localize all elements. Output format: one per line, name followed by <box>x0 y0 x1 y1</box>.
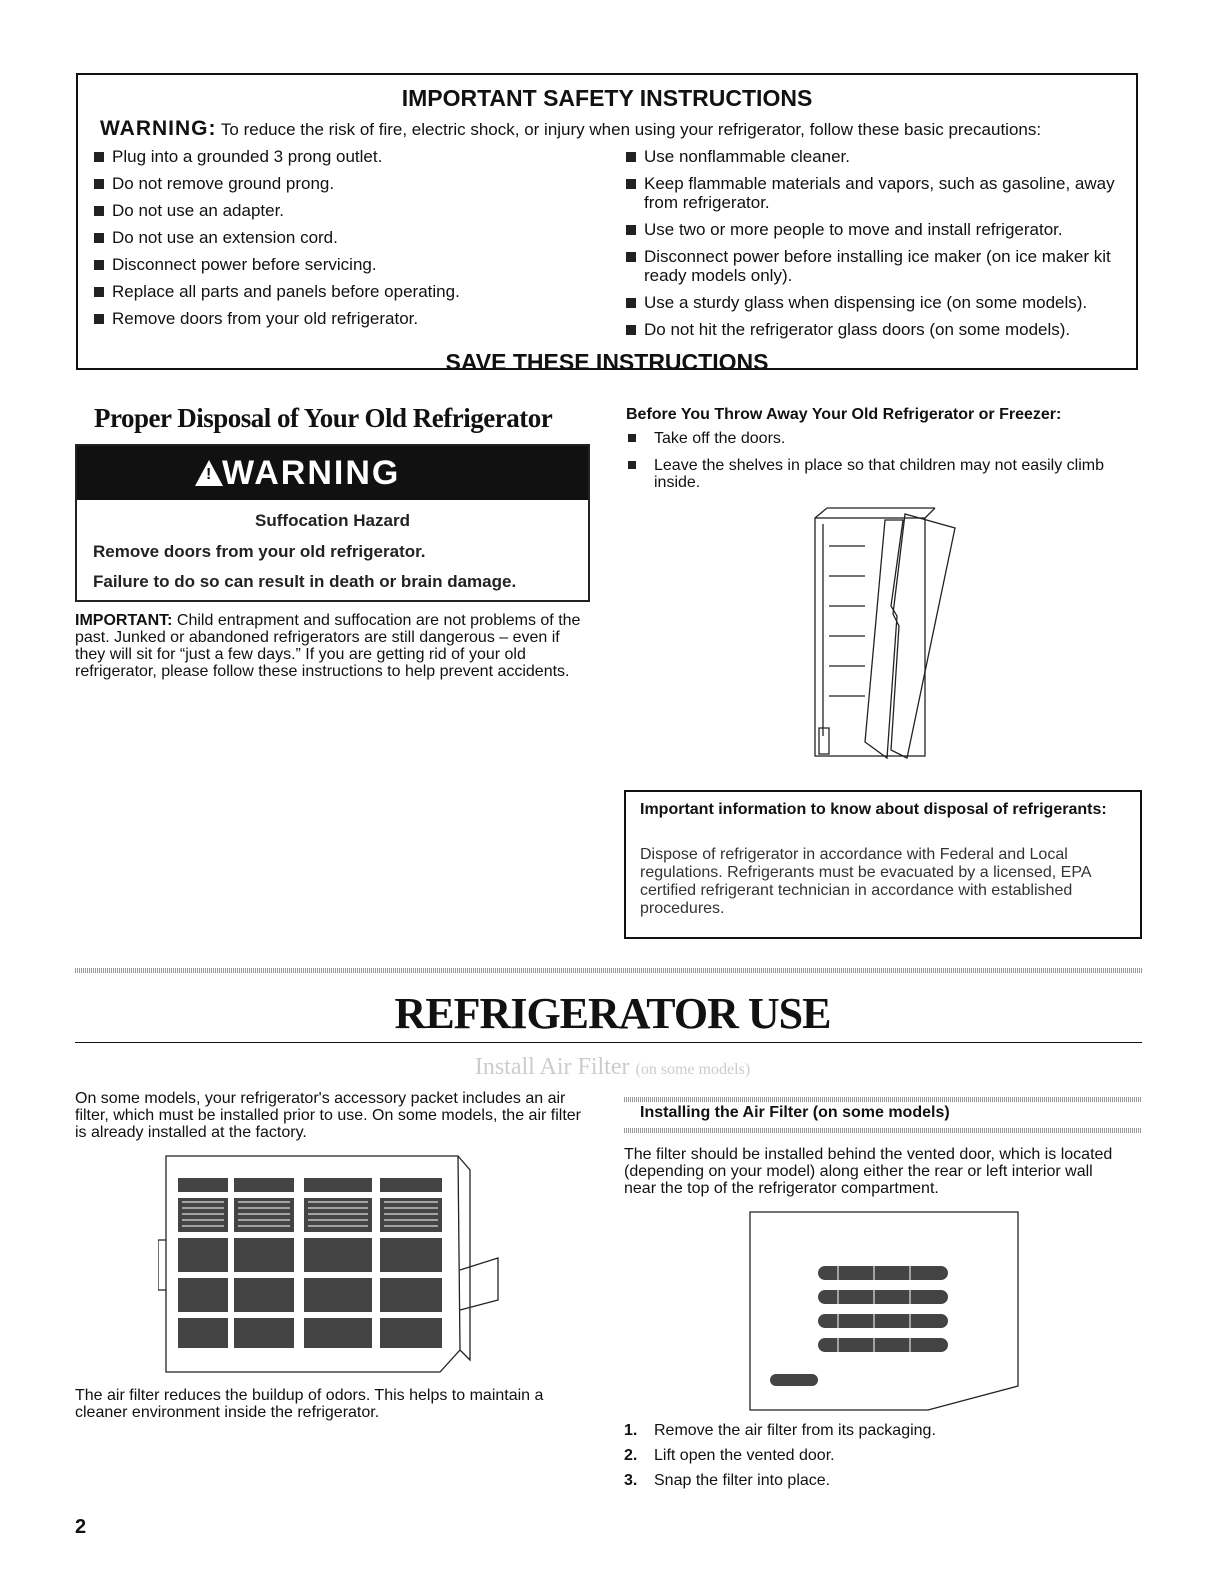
list-item: Plug into a grounded 3 prong outlet. <box>92 147 592 166</box>
install-air-filter-heading <box>0 1054 1225 1081</box>
before-list <box>626 430 1126 501</box>
important-paragraph <box>75 612 585 680</box>
safety-list-right <box>624 147 1134 347</box>
air-filter-caption: The air filter reduces the buildup of odors. This helps to maintain a cleaner environment inside the refrigerator. <box>75 1387 544 1421</box>
list-item: Replace all parts and panels before operating. <box>92 282 592 301</box>
warning-banner-text: WARNING <box>222 454 401 492</box>
disposal-heading: Proper Disposal of Your Old Refrigerator <box>94 403 553 433</box>
warning-label: WARNING: <box>100 117 217 140</box>
list-item: Disconnect power before servicing. <box>92 255 592 274</box>
hazard-title: Suffocation Hazard <box>255 511 410 530</box>
warning-banner <box>77 446 588 500</box>
safety-warning <box>100 117 1130 141</box>
list-item: Use two or more people to move and install refrigerator. <box>624 220 1134 239</box>
refrigerant-info-box <box>624 790 1142 939</box>
installing-heading: Installing the Air Filter (on some models) <box>640 1104 950 1121</box>
warning-triangle-icon <box>195 460 223 486</box>
safety-instructions-box <box>76 73 1138 375</box>
vented-door-illustration <box>748 1210 1020 1412</box>
list-item: Do not use an adapter. <box>92 201 592 220</box>
section-title: REFRIGERATOR USE <box>394 989 831 1038</box>
list-item: Do not use an extension cord. <box>92 228 592 247</box>
warning-box <box>75 444 590 602</box>
page-number: 2 <box>75 1516 87 1538</box>
warning-text: To reduce the risk of fire, electric shock, or injury when using your refrigerator, follow these basic precautions: <box>220 120 1042 139</box>
info-title: Important information to know about disposal of refrigerants: <box>640 801 1107 818</box>
safety-title: IMPORTANT SAFETY INSTRUCTIONS <box>401 85 813 111</box>
air-filter-intro: On some models, your refrigerator's accessory packet includes an air filter, which must be installed prior to use. On some models, the air filter is already installed at the factory. <box>75 1090 581 1141</box>
list-item: Remove doors from your old refrigerator. <box>92 309 592 328</box>
list-item: Leave the shelves in place so that children may not easily climb inside. <box>626 457 1126 491</box>
air-filter-illustration <box>158 1150 503 1378</box>
important-text: Child entrapment and suffocation are not problems of the past. Junked or abandoned refrigerators are still dangerous – even if they will sit for “just a few days.” If you are getting rid of your old refrigerator, please follow these instructions to help prevent accidents. <box>75 612 581 680</box>
info-text: Dispose of refrigerator in accordance with Federal and Local regulations. Refrigerants must be evacuated by a licensed, EPA certified refrigerant technician in accordance with established procedures. <box>640 846 1091 917</box>
install-heading-text: Install Air Filter <box>474 1054 630 1080</box>
list-item: Do not remove ground prong. <box>92 174 592 193</box>
subsection-top-rule <box>624 1097 1142 1102</box>
list-item: Use a sturdy glass when dispensing ice (on some models). <box>624 293 1134 312</box>
list-item: Use nonflammable cleaner. <box>624 147 1134 166</box>
list-item: Do not hit the refrigerator glass doors (on some models). <box>624 320 1134 339</box>
warning-line-2: Failure to do so can result in death or brain damage. <box>93 572 517 591</box>
safety-list-left <box>92 147 592 336</box>
list-item: 1. Remove the air filter from its packaging. <box>624 1422 936 1439</box>
list-item: 2. Lift open the vented door. <box>624 1447 835 1464</box>
list-item: Take off the doors. <box>626 430 1126 447</box>
warning-line-1: Remove doors from your old refrigerator. <box>93 542 426 561</box>
subsection-bottom-rule <box>624 1128 1142 1133</box>
list-item: 3. Snap the filter into place. <box>624 1472 831 1489</box>
list-item: Disconnect power before installing ice maker (on ice maker kit ready models only). <box>624 247 1134 285</box>
installing-text: The filter should be installed behind the vented door, which is located (depending on your model) along either the rear or left interior wall near the top of the refrigerator compartment. <box>624 1146 1113 1197</box>
section-rule <box>75 1042 1142 1043</box>
save-instructions-title: SAVE THESE INSTRUCTIONS <box>445 349 769 375</box>
install-heading-suffix: (on some models) <box>635 1061 751 1078</box>
section-divider <box>75 968 1142 973</box>
refrigerator-doors-open-illustration <box>795 506 965 764</box>
list-item: Keep flammable materials and vapors, such as gasoline, away from refrigerator. <box>624 174 1134 212</box>
installation-steps <box>624 1422 1124 1497</box>
important-label: IMPORTANT: <box>75 612 173 629</box>
before-heading: Before You Throw Away Your Old Refrigerator or Freezer: <box>626 406 1062 423</box>
